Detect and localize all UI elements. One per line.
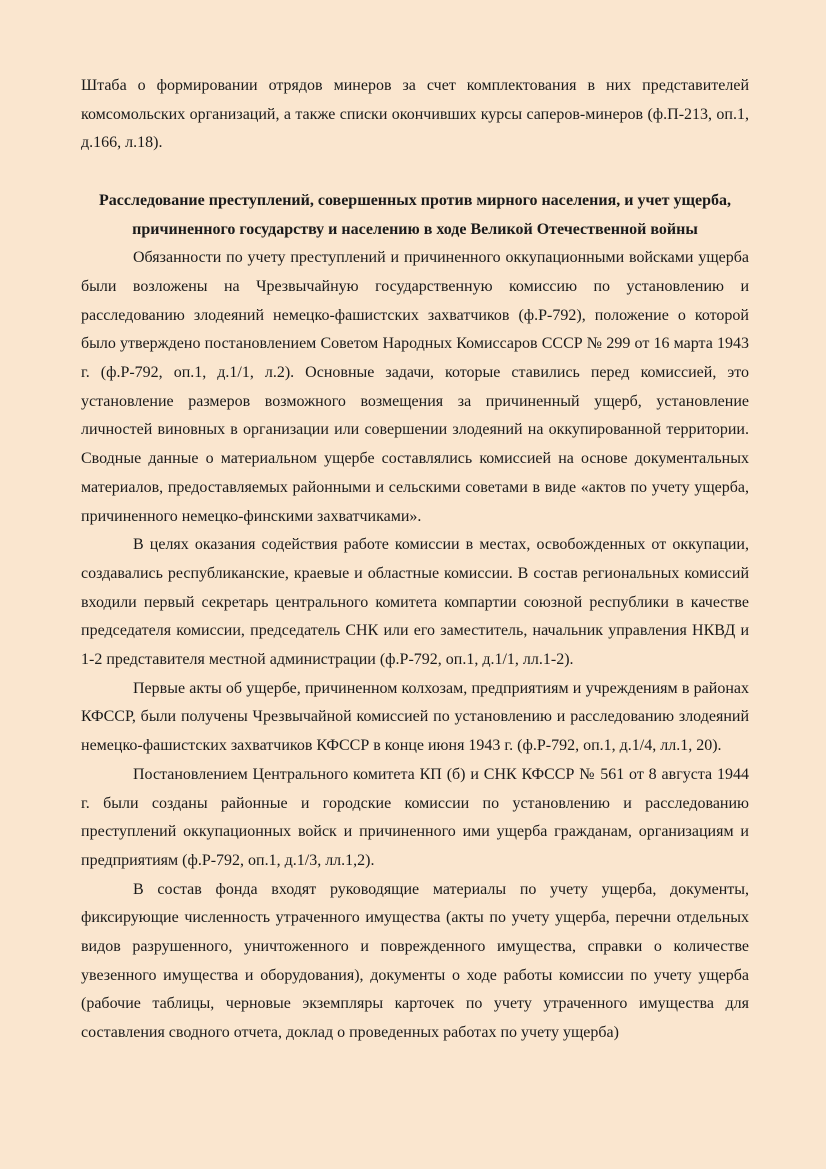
body-paragraph-4: Постановлением Центрального комитета КП (б) и СНК КФССР № 561 от 8 августа 1944 г. были созданы районные и городские комиссии по установлению и расследованию преступлений оккупационных войск и причиненного ими ущерба гражданам, организациям и предприятиям (ф.Р-792, оп.1, д.1/3, лл.1,2).: [81, 765, 749, 869]
body-paragraph-1: Обязанности по учету преступлений и причиненного оккупационными войсками ущерба были возложены на Чрезвычайную государственную комиссию по установлению и расследованию злодеяний немецко-фашистских захватчиков (ф.Р-792), положение о которой было утверждено постановлением Советом Народных Комиссаров СССР № 299 от 16 марта 1943 г. (ф.Р-792, оп.1, д.1/1, л.2). Основные задачи, которые ставились перед комиссией, это установление размеров возможного возмещения за причиненный ущерб, установление личностей виновных в организации или совершении злодеяний на оккупированной территории. Сводные данные о материальном ущербе составлялись комиссией на основе документальных материалов, предоставляемых районными и сельскими советами в виде «актов по учету ущерба, причиненного немецко-финскими захватчиками».: [81, 249, 749, 525]
section-heading: Расследование преступлений, совершенных против мирного населения, и учет ущерба, причиненного государству и населению в ходе Великой Отечественной войны: [99, 191, 731, 238]
document-page: [81, 72, 749, 1048]
body-paragraph-5: В состав фонда входят руководящие материалы по учету ущерба, документы, фиксирующие численность утраченного имущества (акты по учету ущерба, перечни отдельных видов разрушенного, уничтоженного и поврежденного имущества, справки о количестве увезенного имущества и оборудования), документы о ходе работы комиссии по учету ущерба (рабочие таблицы, черновые экземпляры карточек по учету утраченного имущества для составления сводного отчета, доклад о проведенных работах по учету ущерба): [81, 880, 749, 1042]
section-spacer: [81, 158, 749, 187]
body-paragraph-3: Первые акты об ущербе, причиненном колхозам, предприятиям и учреждениям в районах КФССР, были получены Чрезвычайной комиссией по установлению и расследованию злодеяний немецко-фашистских захватчиков КФССР в конце июня 1943 г. (ф.Р-792, оп.1, д.1/4, лл.1, 20).: [81, 679, 749, 755]
body-paragraph-2: В целях оказания содействия работе комиссии в местах, освобожденных от оккупации, создавались республиканские, краевые и областные комиссии. В состав региональных комиссий входили первый секретарь центрального комитета компартии союзной республики в качестве председателя комиссии, председатель СНК или его заместитель, начальник управления НКВД и 1-2 представителя местной администрации (ф.Р-792, оп.1, д.1/1, лл.1-2).: [81, 536, 749, 669]
continuation-paragraph: Штаба о формировании отрядов минеров за счет комплектования в них представителей комсомольских организаций, а также списки окончивших курсы саперов-минеров (ф.П-213, оп.1, д.166, л.18).: [81, 77, 749, 152]
